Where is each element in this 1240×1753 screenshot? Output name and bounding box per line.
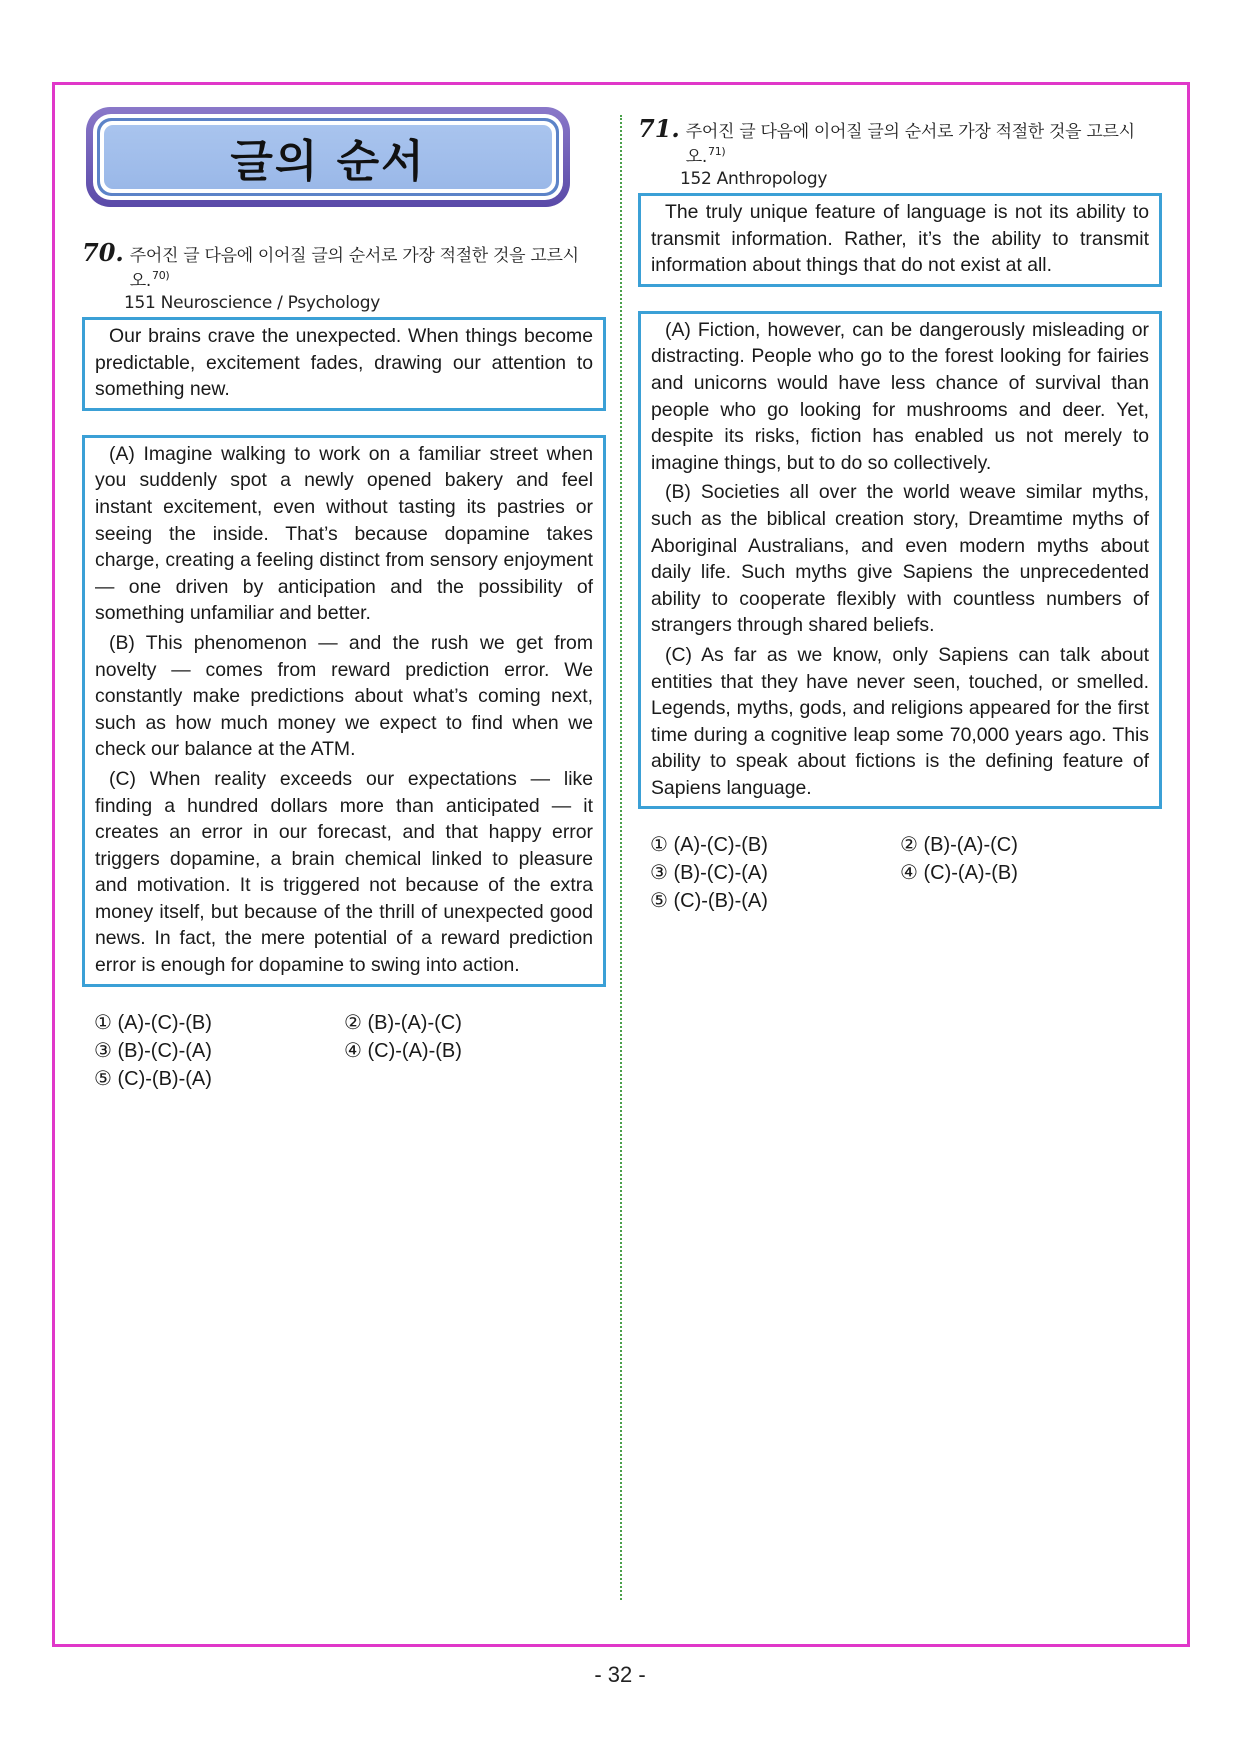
question-prompt: 주어진 글 다음에 이어질 글의 순서로 가장 적절한 것을 고르시오.$^{70)}$ [129,246,579,291]
given-passage: The truly unique feature of language is not its ability to transmit information. Rather, it’s the ability to transmit information about things that do not exist at all. [651,201,1149,277]
page-number: - 32 - [594,1662,646,1687]
question-source: 152 Anthropology [680,169,828,189]
given-passage: Our brains crave the unexpected. When things become predictable, excitement fades, drawing our attention to something new. [95,325,593,401]
question-prompt: 주어진 글 다음에 이어질 글의 순서로 가장 적절한 것을 고르시오.$^{71)}$ [685,122,1135,167]
option-4[interactable]: ④ (C)-(A)-(B) [900,862,1018,885]
option-3[interactable]: ③ (B)-(C)-(A) [650,862,768,885]
given-passage-box [638,193,1162,287]
question-71 [638,114,1162,915]
paragraph-b: (B) This phenomenon — and the rush we get from novelty — comes from reward prediction error. We constantly make predictions about what’s coming next, such as how much money we expect to find when we check our balance at the ATM. [95,631,593,761]
question-header [82,238,606,291]
answer-options [94,1009,606,1093]
paragraph-b: (B) Societies all over the world weave similar myths, such as the biblical creation story, Dreamtime myths of Aboriginal Australians, and even modern myths about daily life. Such myths give Sapiens the unprecedented ability to cooperate flexibly with countless numbers of strangers through shared beliefs. [651,481,1149,637]
option-4[interactable]: ④ (C)-(A)-(B) [344,1039,462,1062]
section-title-badge [86,107,570,207]
option-2[interactable]: ② (B)-(A)-(C) [344,1011,462,1034]
question-number: 71. [638,114,680,143]
paragraphs-box [82,435,606,987]
question-number: 70. [82,238,124,267]
answer-options [650,831,1162,915]
paragraph-a: (A) Imagine walking to work on a familiar street when you suddenly spot a newly opened bakery and feel instant excitement, even without tasting its pastries or seeing the inside. That’s because dopamine takes charge, creating a feeling distinct from sensory enjoyment — one driven by anticipation and the possibility of something unfamiliar and better. [95,442,593,625]
option-1[interactable]: ① (A)-(C)-(B) [94,1011,212,1034]
paragraph-a: (A) Fiction, however, can be dangerously misleading or distracting. People who go to the forest looking for fairies and unicorns would have less chance of survival than people who go looking for mushrooms and deer. Yet, despite its risks, fiction has enabled us not merely to imagine things, but to do so collectively. [651,318,1149,474]
option-5[interactable]: ⑤ (C)-(B)-(A) [94,1067,212,1090]
given-passage-box [82,317,606,411]
column-divider [620,115,622,1600]
footnote-marker: 70) [152,269,170,283]
paragraph-c: (C) As far as we know, only Sapiens can talk about entities that they have never seen, touched, or smelled. Legends, myths, gods, and religions appeared for the first time during a cognitive leap some 70,000 years ago. This ability to speak about fictions is the defining feature of Sapiens language. [651,643,1149,799]
paragraphs-box [638,311,1162,810]
question-source: 151 Neuroscience / Psychology [124,293,380,313]
option-3[interactable]: ③ (B)-(C)-(A) [94,1039,212,1062]
question-header [638,114,1162,167]
footnote-marker: 71) [708,145,726,159]
option-2[interactable]: ② (B)-(A)-(C) [900,834,1018,857]
paragraph-c: (C) When reality exceeds our expectations — like finding a hundred dollars more than anticipated — it creates an error in our forecast, and that happy error triggers dopamine, a brain chemical linked to pleasure and motivation. It is triggered not because of the extra money itself, but because of the thrill of unexpected good news. In fact, the mere potential of a reward prediction error is enough for dopamine to swing into action. [95,767,593,977]
question-70 [82,238,606,1093]
option-1[interactable]: ① (A)-(C)-(B) [650,834,768,857]
option-5[interactable]: ⑤ (C)-(B)-(A) [650,890,768,913]
section-title: 글의 순서 [230,136,426,187]
